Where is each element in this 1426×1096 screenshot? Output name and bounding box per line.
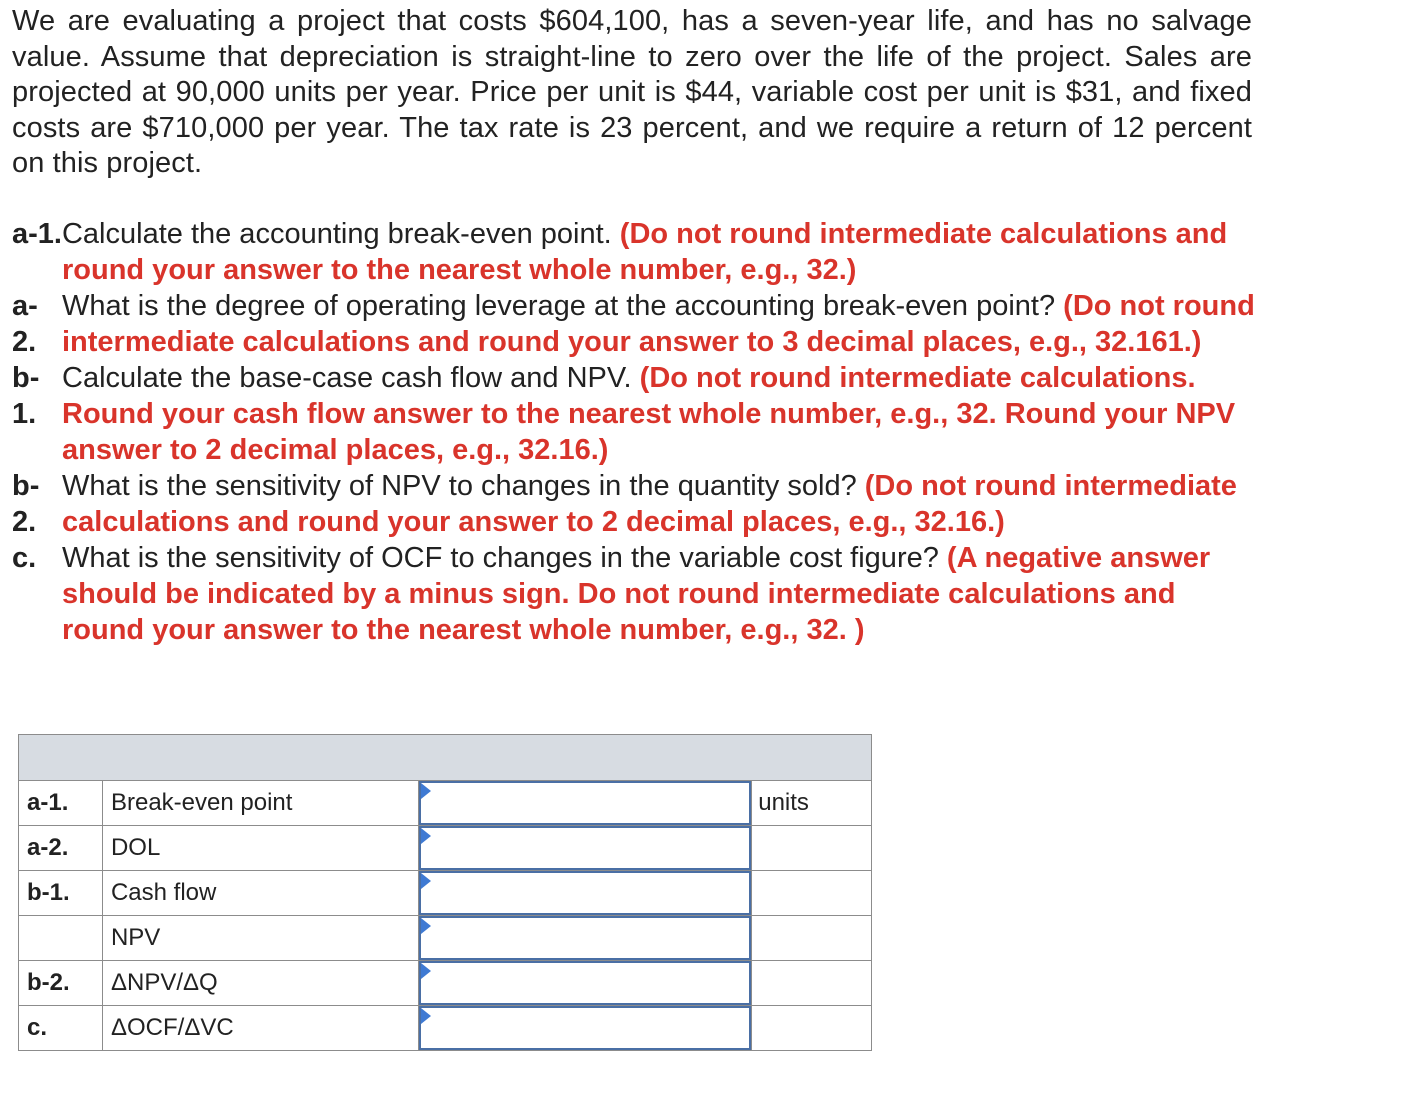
row-unit — [752, 961, 872, 1006]
question-text: Calculate the accounting break-even point. — [61, 218, 612, 250]
break-even-input[interactable] — [421, 783, 749, 823]
question-text: What is the sensitivity of NPV to changes in the quantity sold? — [62, 470, 857, 502]
question-label: a- 2. — [12, 290, 38, 358]
question-text: What is the sensitivity of OCF to changes in the variable cost figure? — [62, 542, 939, 574]
npv-sensitivity-input[interactable] — [421, 963, 749, 1003]
table-row — [19, 781, 872, 826]
row-description: ΔOCF/ΔVC — [102, 1006, 418, 1051]
answer-cell — [419, 871, 752, 916]
question-label: b- 2. — [12, 470, 40, 538]
npv-input[interactable] — [421, 918, 749, 958]
input-flag-icon — [421, 783, 431, 799]
input-flag-icon — [421, 828, 431, 844]
row-label: a-2. — [19, 826, 103, 871]
table-row — [19, 871, 872, 916]
question-text: What is the degree of operating leverage at the accounting break-even point? — [62, 290, 1056, 322]
question-label: b- 1. — [12, 362, 40, 430]
table-row — [19, 1006, 872, 1051]
question-label: c. — [12, 542, 37, 574]
question-body — [62, 540, 1257, 648]
answer-cell — [419, 1006, 752, 1051]
question-a1 — [12, 216, 1257, 288]
question-note: (Do not round intermediate calculations and round your answer to 3 decimal places, e.g., 32.161.) — [62, 290, 1255, 358]
row-description: Cash flow — [102, 871, 418, 916]
answer-input-box — [419, 961, 751, 1005]
question-text: Calculate the base-case cash flow and NPV. — [62, 362, 632, 394]
row-unit — [752, 1006, 872, 1051]
row-unit — [752, 871, 872, 916]
input-flag-icon — [421, 963, 431, 979]
input-flag-icon — [421, 1008, 431, 1024]
answer-input-box — [419, 916, 751, 960]
row-unit: units — [752, 781, 872, 826]
answer-input-box — [419, 871, 751, 915]
question-c — [12, 540, 1257, 648]
row-label: b-2. — [19, 961, 103, 1006]
row-description: Break-even point — [102, 781, 418, 826]
row-description: ΔNPV/ΔQ — [102, 961, 418, 1006]
answer-cell — [419, 781, 752, 826]
table-row — [19, 826, 872, 871]
table-header-row — [19, 735, 872, 781]
question-a2 — [12, 288, 1257, 360]
question-b2 — [12, 468, 1257, 540]
answer-cell — [419, 916, 752, 961]
row-unit — [752, 916, 872, 961]
row-label — [19, 916, 103, 961]
input-flag-icon — [421, 918, 431, 934]
problem-statement: We are evaluating a project that costs $604,100, has a seven-year life, and has no salvage value. Assume that depreciation is straight-line to zero over the life of the project. Sales are projected at 90,000 units per year. Price per unit is $44, variable cost per unit is $31, and fixed costs are $710,000 per year. The tax rate is 23 percent, and we require a return of 12 percent on this project. — [12, 5, 1252, 179]
question-note: (Do not round intermediate calculations and round your answer to 2 decimal places, e.g., 32.16.) — [62, 470, 1237, 538]
question-label: a-1. — [12, 218, 62, 250]
question-b1 — [12, 360, 1257, 468]
question-body — [62, 360, 1257, 468]
answer-cell — [419, 826, 752, 871]
row-label: b-1. — [19, 871, 103, 916]
table-header — [19, 735, 872, 781]
row-description: NPV — [102, 916, 418, 961]
row-description: DOL — [102, 826, 418, 871]
cash-flow-input[interactable] — [421, 873, 749, 913]
dol-input[interactable] — [421, 828, 749, 868]
input-flag-icon — [421, 873, 431, 889]
answer-table — [18, 734, 872, 1051]
row-label: c. — [19, 1006, 103, 1051]
question-note: (A negative answer should be indicated by a minus sign. Do not round intermediate calculations and round your answer to the nearest whole number, e.g., 32. ) — [62, 542, 1211, 646]
table-row — [19, 916, 872, 961]
row-label: a-1. — [19, 781, 103, 826]
question-body — [62, 288, 1257, 360]
ocf-sensitivity-input[interactable] — [421, 1008, 749, 1048]
question-list — [12, 216, 1257, 648]
question-note: (Do not round intermediate calculations and round your answer to the nearest whole number, e.g., 32.) — [61, 218, 1228, 286]
table-row — [19, 961, 872, 1006]
answer-input-box — [419, 1006, 751, 1050]
answer-input-box — [419, 826, 751, 870]
answer-cell — [419, 961, 752, 1006]
question-body — [62, 468, 1257, 540]
question-body — [62, 216, 1257, 288]
row-unit — [752, 826, 872, 871]
answer-input-box — [419, 781, 751, 825]
question-note: (Do not round intermediate calculations. Round your cash flow answer to the nearest whole number, e.g., 32. Round your NPV answer to 2 decimal places, e.g., 32.16.) — [62, 362, 1236, 466]
